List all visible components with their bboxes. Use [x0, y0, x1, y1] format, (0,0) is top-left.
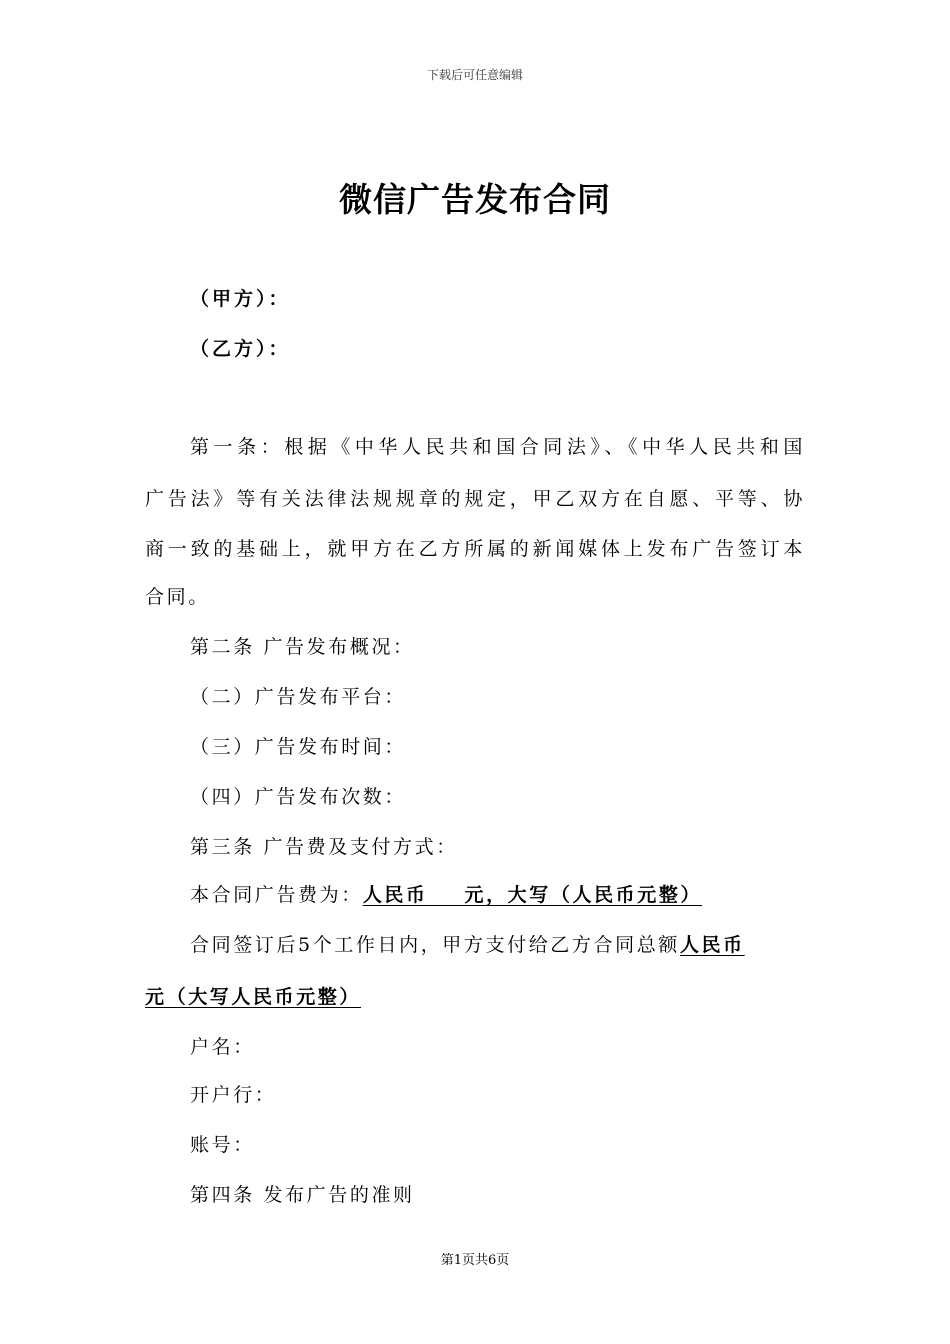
article-1-line-3: 商一致的基础上，就甲方在乙方所属的新闻媒体上发布广告签订本 [145, 538, 805, 560]
article-2-item-3: （三）广告发布时间： [190, 736, 407, 758]
account-name-label: 户名： [190, 1036, 255, 1058]
bank-label: 开户行： [190, 1084, 277, 1106]
article-4-heading: 第四条 发布广告的准则 [190, 1184, 415, 1206]
article-2-item-2: （二）广告发布平台： [190, 686, 407, 708]
page-number: 第1页共6页 [440, 1253, 510, 1268]
payment-value-1: 人民币 [679, 934, 745, 956]
header-note: 下载后可任意编辑 [426, 68, 523, 82]
payment-text: 合同签订后5个工作日内，甲方支付给乙方合同总额 [190, 934, 680, 956]
article-2-heading: 第二条 广告发布概况： [190, 636, 415, 658]
fee-line [190, 880, 702, 907]
document-title: 微信广告发布合同 [339, 180, 611, 219]
party-a-label: （甲方）： [190, 288, 291, 310]
payment-line-2 [145, 982, 361, 1009]
payment-value-2: 元（大写人民币元整） [145, 986, 362, 1008]
article-1-line-1: 第一条：根据《中华人民共和国合同法》、《中华人民共和国 [190, 436, 805, 458]
article-3-heading: 第三条 广告费及支付方式： [190, 836, 458, 858]
fee-value: 人民币 元，大写（人民币元整） [362, 884, 703, 906]
article-1-line-2: 广告法》等有关法律法规规章的规定，甲乙双方在自愿、平等、协 [145, 488, 805, 510]
account-number-label: 账号： [190, 1134, 255, 1156]
article-1-line-4: 合同。 [145, 586, 210, 608]
fee-label: 本合同广告费为： [190, 884, 363, 906]
payment-line [190, 930, 805, 957]
article-2-item-4: （四）广告发布次数： [190, 786, 407, 808]
party-b-label: （乙方）： [190, 338, 291, 360]
